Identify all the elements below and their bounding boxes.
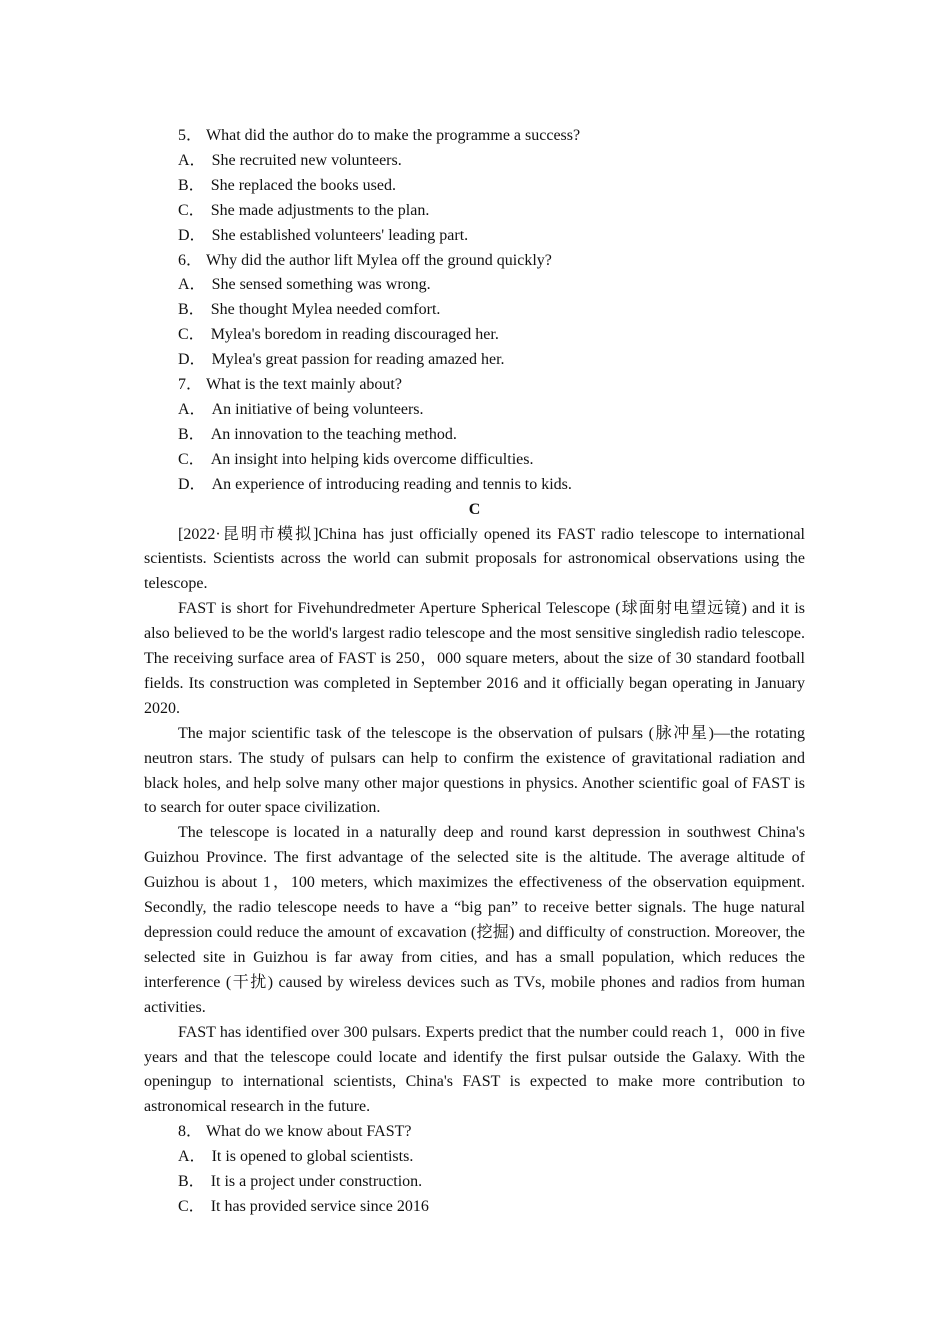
question-text: Why did the author lift Mylea off the ground quickly? — [206, 251, 552, 269]
option-letter: D． — [178, 226, 206, 244]
option-letter: C． — [178, 201, 205, 219]
option-letter: D． — [178, 475, 206, 493]
passage-paragraph-1: [2022·昆明市模拟]China has just officially opened its FAST radio telescope to international scientists. Scientists across the world can submit proposals for astronomical observations using the telescope. — [144, 525, 805, 593]
question-text: What do we know about FAST? — [206, 1123, 412, 1141]
option-text: She established volunteers' leading part. — [211, 226, 469, 244]
option-text: An insight into helping kids overcome difficulties. — [210, 450, 534, 468]
option-5b — [144, 174, 805, 199]
option-text: Mylea's great passion for reading amazed her. — [211, 351, 505, 369]
passage-paragraph-4: The telescope is located in a naturally deep and round karst depression in southwest China's Guizhou Province. The first advantage of the selected site is the altitude. The average altitude of Guizhou is about 1，100 meters, which maximizes the effectiveness of the observation equipment. Secondly, the radio telescope needs to have a “big pan” to receive better signals. The huge natural depression could reduce the amount of excavation (挖掘) and difficulty of construction. Moreover, the selected site in Guizhou is far away from cities, and has a small population, which reduces the interference (干扰) caused by wireless devices such as TVs, mobile phones and radios from human activities. — [144, 824, 805, 1016]
option-text: She replaced the books used. — [210, 176, 396, 194]
question-number: 5． — [178, 127, 203, 144]
document-page — [144, 124, 805, 1220]
option-6a — [144, 273, 805, 298]
passage-paragraph-3: The major scientific task of the telescope is the observation of pulsars (脉冲星)—the rotating neutron stars. The study of pulsars can help to confirm the existence of gravitational radiation and black holes, and help solve many other major questions in physics. Another scientific goal of FAST is to search for outer space civilization. — [144, 724, 805, 817]
option-text: An innovation to the teaching method. — [210, 425, 457, 443]
option-text: Mylea's boredom in reading discouraged her. — [210, 326, 499, 344]
option-text: She made adjustments to the plan. — [210, 201, 430, 219]
question-number: 7． — [178, 376, 203, 394]
option-letter: C． — [178, 450, 205, 468]
option-letter: B． — [178, 1173, 205, 1191]
option-text: It is a project under construction. — [210, 1173, 423, 1191]
question-number: 6． — [178, 251, 203, 269]
option-letter: B． — [178, 425, 205, 443]
option-text: An experience of introducing reading and tennis to kids. — [211, 475, 572, 493]
question-text: What is the text mainly about? — [206, 376, 402, 394]
option-text: It is opened to global scientists. — [211, 1148, 414, 1166]
question-5 — [144, 124, 805, 149]
option-text: She sensed something was wrong. — [211, 276, 431, 294]
option-letter: A． — [178, 151, 206, 169]
option-7a — [144, 398, 805, 423]
question-7 — [144, 373, 805, 398]
option-letter: D． — [178, 351, 206, 369]
option-letter: B． — [178, 301, 205, 319]
option-letter: A． — [178, 276, 206, 294]
option-5c — [144, 199, 805, 224]
option-8c — [144, 1195, 805, 1220]
option-letter: A． — [178, 1148, 206, 1166]
option-5d — [144, 224, 805, 249]
option-letter: B． — [178, 176, 205, 194]
option-text: It has provided service since 2016 — [210, 1197, 429, 1215]
option-8b — [144, 1170, 805, 1195]
question-8 — [144, 1120, 805, 1145]
option-text: She thought Mylea needed comfort. — [210, 301, 441, 319]
question-text: What did the author do to make the programme a success? — [206, 127, 581, 144]
passage-paragraph-5: FAST has identified over 300 pulsars. Experts predict that the number could reach 1，000 in five years and that the telescope could locate and identify the first pulsar outside the Galaxy. With the openingup to international scientists, China's FAST is expected to make more contribution to astronomical research in the future. — [144, 1023, 805, 1116]
question-6 — [144, 249, 805, 274]
option-6c — [144, 323, 805, 348]
option-6d — [144, 348, 805, 373]
option-5a — [144, 149, 805, 174]
option-7c — [144, 448, 805, 473]
option-7b — [144, 423, 805, 448]
option-8a — [144, 1145, 805, 1170]
option-6b — [144, 298, 805, 323]
option-letter: A． — [178, 400, 206, 418]
option-text: She recruited new volunteers. — [211, 151, 402, 169]
option-letter: C． — [178, 1197, 205, 1215]
option-text: An initiative of being volunteers. — [211, 400, 424, 418]
option-letter: C． — [178, 326, 205, 344]
passage-paragraph-2: FAST is short for Fivehundredmeter Aperture Spherical Telescope (球面射电望远镜) and it is also believed to be the world's largest radio telescope and the most sensitive singledish radio telescope. The receiving surface area of FAST is 250，000 square meters, about the size of 30 standard football fields. Its construction was completed in September 2016 and it officially began operating in January 2020. — [144, 600, 805, 717]
section-heading: C — [468, 500, 481, 518]
question-number: 8． — [178, 1123, 203, 1141]
option-7d — [144, 473, 805, 498]
